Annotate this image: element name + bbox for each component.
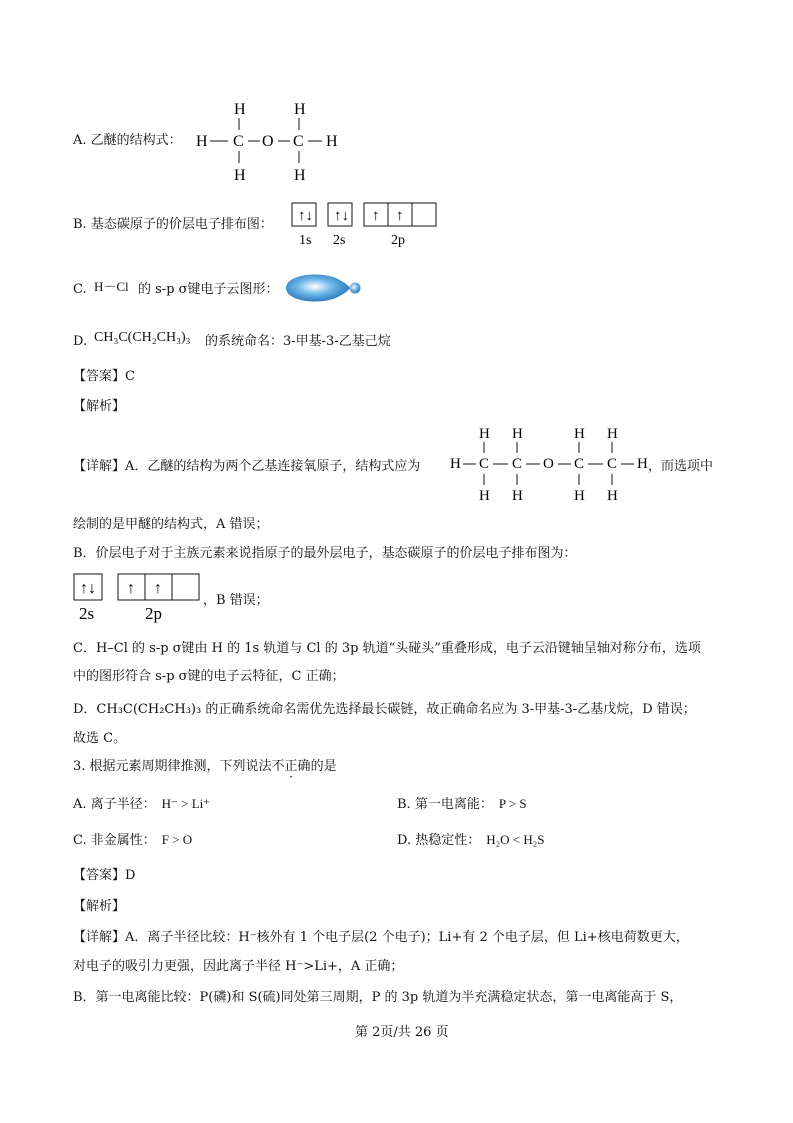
svg-text:↑↓: ↑↓ — [80, 580, 96, 597]
label-2s-detail: 2s — [79, 604, 95, 623]
q3-option-c-formula: F > O — [161, 832, 193, 847]
svg-text:C: C — [479, 456, 490, 472]
svg-text:H: H — [234, 167, 246, 184]
analysis-label-q3: 【解析】 — [73, 899, 126, 914]
q3-detail-line3: B．第一电离能比较：P(磷)和 S(硫)同处第三周期，P 的 3p 轨道为半充满稳定状态，第一电离能高于 S， — [73, 990, 683, 1005]
carbon-valence-orbital-diagram — [73, 573, 205, 623]
q3-option-a-formula: H⁻ > Li⁺ — [161, 796, 211, 811]
q3-option-d-label: D. 热稳定性： — [397, 833, 481, 848]
q3-detail-line1: 【详解】A．离子半径比较：H⁻核外有 1 个电子层(2 个电子)；Li+有 2 个电子层，但 Li+核电荷数更大， — [73, 930, 689, 945]
svg-text:H: H — [479, 426, 490, 442]
q3-stem — [73, 758, 337, 776]
q2-detail-line2: 绘制的是甲醚的结构式，A 错误； — [73, 517, 269, 532]
label-2s: 2s — [333, 233, 346, 248]
answer-label-q3: 【答案】 — [73, 868, 126, 883]
q3-option-c-label: C. 非金属性： — [73, 833, 156, 848]
q2-detail-line1-pre: 【详解】A．乙醚的结构为两个乙基连接氧原子，结构式应为 — [73, 459, 421, 474]
carbon-orbital-diagram — [290, 202, 440, 248]
label-2p-detail: 2p — [145, 604, 162, 623]
q3-stem-pre: 3. 根据元素周期律推测，下列说法 — [73, 759, 272, 774]
q3-option-d — [397, 831, 545, 850]
q3-option-a-label: A. 离子半径： — [73, 797, 156, 812]
answer-label: 【答案】 — [73, 369, 126, 384]
dimethyl-ether-structure — [196, 98, 346, 184]
q3-option-b-label: B. 第一电离能： — [397, 797, 493, 812]
q2-detail-line8: 故选 C。 — [73, 731, 127, 746]
q2-detail-line5: C．H–Cl 的 s-p σ键由 H 的 1s 轨道与 Cl 的 3p 轨道“头碰头”重叠形成，电子云沿键轴呈轴对称分布，选项 — [73, 641, 701, 656]
svg-text:H: H — [574, 426, 585, 442]
option-a-label: A. 乙醚的结构式： — [73, 133, 182, 148]
svg-text:H: H — [234, 101, 246, 118]
q3-option-b — [397, 795, 527, 814]
svg-text:C: C — [233, 133, 244, 150]
svg-text:O: O — [543, 456, 554, 472]
svg-text:O: O — [262, 133, 274, 150]
option-c-prefix: C. — [73, 282, 87, 297]
svg-text:H: H — [607, 488, 618, 504]
diethyl-ether-structure — [448, 422, 658, 504]
svg-text:↑: ↑ — [396, 208, 404, 224]
svg-text:C: C — [607, 456, 618, 472]
analysis-label-q2: 【解析】 — [73, 399, 126, 414]
q3-stem-emph: 不正确 — [271, 759, 311, 774]
q3-option-b-formula: P > S — [498, 796, 527, 811]
answer-value: C — [125, 369, 135, 384]
svg-text:↑: ↑ — [154, 580, 162, 597]
label-1s: 1s — [299, 233, 312, 248]
answer-q3 — [73, 867, 135, 885]
label-2p: 2p — [391, 233, 405, 248]
svg-text:H: H — [574, 488, 585, 504]
svg-text:C: C — [574, 456, 585, 472]
svg-text:H: H — [294, 101, 306, 118]
q2-detail-line1-post: ，而选项中 — [648, 459, 714, 474]
q3-stem-post: 的是 — [310, 759, 337, 774]
q3-option-a — [73, 795, 210, 814]
svg-text:H: H — [479, 488, 490, 504]
svg-text:H: H — [512, 426, 523, 442]
q3-detail-line2: 对电子的吸引力更强，因此离子半径 H⁻>Li+，A 正确； — [73, 959, 404, 974]
svg-text:H: H — [637, 456, 648, 472]
q2-detail-line4-suffix: ，B 错误； — [203, 593, 269, 608]
svg-text:↑: ↑ — [372, 208, 380, 224]
svg-text:↑: ↑ — [127, 580, 135, 597]
svg-text:H: H — [450, 456, 461, 472]
option-d-prefix: D. — [73, 334, 88, 349]
answer-value-q3: D — [125, 868, 136, 883]
q2-detail-line3: B．价层电子对于主族元素来说指原子的最外层电子，基态碳原子的价层电子排布图为： — [73, 546, 577, 561]
q2-detail-line7: D．CH₃C(CH₂CH₃)₃ 的正确系统命名需优先选择最长碳链，故正确命名应为 3-甲基-3-乙基戊烷，D 错误； — [73, 702, 696, 717]
q2-detail-line6: 中的图形符合 s-p σ键的电子云特征，C 正确； — [73, 669, 345, 684]
option-d-suffix: 的系统命名：3-甲基-3-乙基己烷 — [205, 334, 391, 349]
svg-text:H: H — [294, 167, 306, 184]
page-number: 第 2页/共 26 页 — [355, 1025, 449, 1040]
svg-text:H: H — [512, 488, 523, 504]
svg-text:↑↓: ↑↓ — [298, 208, 313, 224]
svg-text:C: C — [293, 133, 304, 150]
svg-text:C: C — [512, 456, 523, 472]
svg-text:H: H — [326, 133, 338, 150]
svg-text:↑↓: ↑↓ — [334, 208, 349, 224]
answer-q2 — [73, 368, 135, 386]
svg-text:H: H — [196, 133, 208, 150]
option-c-formula: H－Cl — [94, 279, 129, 294]
option-b-label: B. 基态碳原子的价层电子排布图： — [73, 217, 273, 232]
svg-text:H: H — [607, 426, 618, 442]
q3-option-c — [73, 831, 192, 850]
option-d-formula: CH₃C(CH₂CH₃)₃ — [94, 330, 191, 345]
q3-option-d-formula: H₂O < H₂S — [486, 832, 545, 847]
sp-sigma-cloud-image — [283, 270, 363, 306]
option-c-suffix: 的 s-p σ键电子云图形： — [138, 282, 279, 297]
